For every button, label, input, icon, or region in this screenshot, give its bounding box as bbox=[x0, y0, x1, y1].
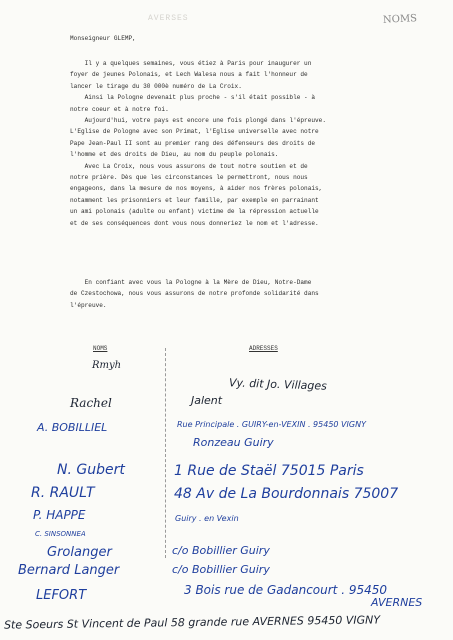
address-entry: Ronzeau Guiry bbox=[193, 436, 274, 449]
signature-name: A. BOBILLIEL bbox=[37, 421, 108, 434]
address-entry: 48 Av de La Bourdonnais 75007 bbox=[174, 486, 399, 502]
column-divider bbox=[165, 348, 166, 558]
signature-name: LEFORT bbox=[36, 588, 87, 603]
adresses-column-header: ADRESSES bbox=[249, 345, 278, 352]
corner-handwritten-note: NOMS bbox=[382, 13, 418, 26]
faint-stamp-text: AVERSES bbox=[148, 14, 189, 23]
noms-column-header: NOMS bbox=[93, 345, 108, 352]
signature-name: P. HAPPE bbox=[33, 508, 86, 522]
address-entry: 3 Bois rue de Gadancourt . 95450 bbox=[184, 583, 388, 597]
address-entry: Jalent bbox=[191, 394, 223, 407]
signature-name: Bernard Langer bbox=[18, 563, 120, 578]
address-entry: c/o Bobillier Guiry bbox=[172, 563, 270, 576]
signature-name: Rmyh bbox=[92, 360, 122, 371]
signature-name: Rachel bbox=[70, 396, 112, 410]
address-entry: Guiry . en Vexin bbox=[175, 514, 239, 523]
signature-name: Grolanger bbox=[47, 545, 112, 560]
address-entry: Vy. dit Jo. Villages bbox=[228, 376, 328, 393]
bottom-handwritten-address: Ste Soeurs St Vincent de Paul 58 grande rue AVERNES 95450 VIGNY bbox=[3, 613, 381, 632]
letter-salutation: Monseigneur GLEMP, bbox=[70, 35, 136, 42]
signature-name: N. Gubert bbox=[57, 462, 125, 478]
signature-name: C. SINSONNEA bbox=[35, 530, 86, 538]
signature-name: R. RAULT bbox=[31, 485, 95, 501]
address-entry: 1 Rue de Staël 75015 Paris bbox=[174, 463, 364, 479]
letter-body: Il y a quelques semaines, vous étiez à Paris pour inaugurer un foyer de jeunes Polonais, et Lech Walesa nous a fait l'honneur de lancer le tirage du 30 000è numéro de La Croix. Ainsi la Pologne devenait plus proche - s'il était possible - à notre coeur et à notre foi. Aujourd'hui, votre pays est encore une fois plongé dans l'épreuve. L'Eglise de Pologne avec son Primat, l'Eglise universelle avec notre Pape Jean-Paul II sont au premier rang des défenseurs des droits de l'homme et des droits de Dieu, au nom du peuple polonais. Avec La Croix, nous vous assurons de tout notre soutien et de notre prière. Dès que les circonstances le permettront, nous nous engageons, dans la mesure de nos moyens, à aider nos frères polonais, notamment les prisonniers et leur famille, par exemple en parrainant un ami polonais (adulte ou enfant) victime de la répression actuelle et de ses conséquences dont vous nous donneriez le nom et l'adresse. bbox=[70, 60, 326, 227]
letter-closing: En confiant avec vous la Pologne à la Mère de Dieu, Notre-Dame de Czestochowa, nous vous assurons de notre profonde solidarité dans l'épreuve. bbox=[70, 279, 319, 309]
address-entry: AVERNES bbox=[371, 596, 423, 609]
address-entry: c/o Bobillier Guiry bbox=[172, 544, 270, 557]
address-entry: Rue Principale . GUIRY-en-VEXIN . 95450 VIGNY bbox=[177, 420, 366, 429]
